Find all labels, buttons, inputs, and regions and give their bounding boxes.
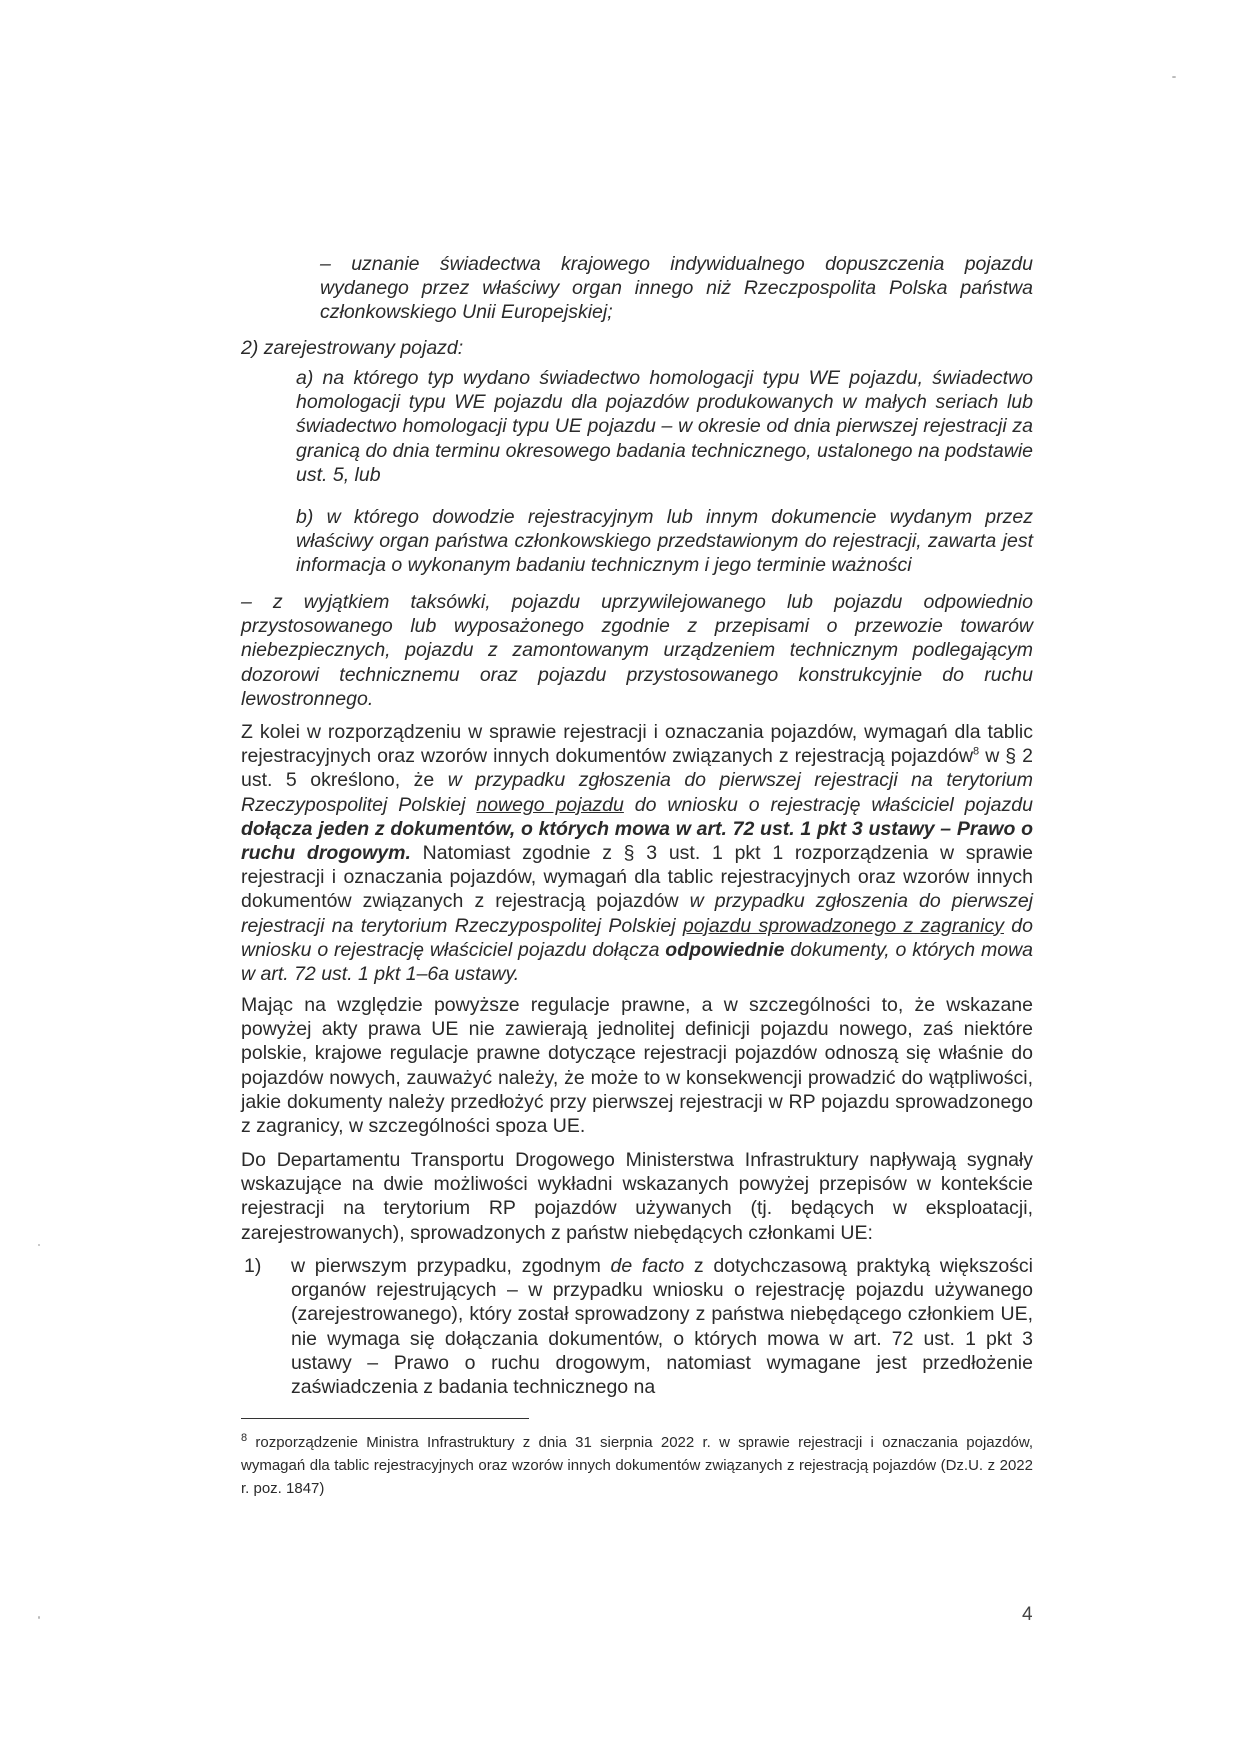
item-2a-text: a) na którego typ wydano świadectwo homologacji typu WE pojazdu, świadectwo homologacji typu WE pojazdu dla pojazdów produkowanych w małych seriach lub świadectwo homologacji typu UE pojazdu – w okresie od dnia pierwszej rejestracji za granicą do dnia terminu okresowego badania technicznego, ustalonego na podstawie ust. 5, lub [296,367,1033,486]
list-item-2a [296,366,1033,487]
footnote-separator [241,1418,529,1419]
footnote-body: rozporządzenie Ministra Infrastruktury z dnia 31 sierpnia 2022 r. w sprawie rejestracji i oznaczania pojazdów, wymagań dla tablic rejestracyjnych oraz wzorów innych dokumentów związanych z rejestracją pojazdów (Dz.U. z 2022 r. poz. 1847) [241,1434,1033,1497]
p1-text-2: w § 2 ust. 5 określono, że [241,745,1033,792]
p1-italic-4: do wniosku o rejestrację właściciel pojazdu dołącza [241,914,1033,961]
paragraph-3: Do Departamentu Transportu Drogowego Ministerstwa Infrastruktury napływają sygnały wskazujące na dwie możliwości wykładni wskazanych powyżej przepisów w kontekście rejestracji na terytorium RP pojazdów używanych (tj. będących w eksploatacji, zarejestrowanych), sprowadzonych z państw niebędących członkami UE: [241,1149,1033,1244]
list-item-2b [296,505,1033,578]
scan-speck [1172,76,1176,78]
paragraph-2: Mając na względzie powyższe regulacje prawne, a w szczególności to, że wskazane powyżej akty prawa UE nie zawierają jednolitej definicji pojazdu nowego, zaś niektóre polskie, krajowe regulacje prawne dotyczące rejestracji pojazdów odnoszą się właśnie do pojazdów nowych, zauważyć należy, że może to w konsekwencji prowadzić do wątpliwości, jakie dokumenty należy przedłożyć przy pierwszej rejestracji w RP pojazdu sprowadzonego z zagranicy, w szczególności spoza UE. [241,994,1033,1138]
page-number: 4 [1022,1604,1033,1625]
quote-text: – uznanie świadectwa krajowego indywidualnego dopuszczenia pojazdu wydanego przez właściwy organ innego niż Rzeczpospolita Polska państwa członkowskiego Unii Europejskiej; [320,253,1033,324]
underlined-imported-vehicle: pojazdu sprowadzonego z zagranicy [682,914,1004,937]
list-item-number: 1) [244,1255,262,1277]
p1-italic-3a: w przypadku zgłoszenia do pierwszej rejestracji na terytorium Rzeczypospolitej Polskiej [241,890,1033,937]
p1-text-1: Z kolei w rozporządzeniu w sprawie rejestracji i oznaczania pojazdów, wymagań dla tablic rejestracyjnych oraz wzorów innych dokumentów związanych z rejestracją pojazdów [241,721,1033,768]
list1-text-1: w pierwszym przypadku, zgodnym [291,1255,611,1277]
p1-text-3: Natomiast zgodnie z § 3 ust. 1 pkt 1 rozporządzenia w sprawie rejestracji i oznaczania pojazdów, wymagań dla tablic rejestracyjnych oraz wzorów innych dokumentów związanych z rejestracją pojazdów [241,842,1033,913]
exception-text: – z wyjątkiem taksówki, pojazdu uprzywilejowanego lub pojazdu odpowiednio przystosowanego lub wyposażonego zgodnie z przepisami o przewozie towarów niebezpiecznych, pojazdu z zamontowanym urządzeniem technicznym podlegającym dozorowi technicznemu oraz pojazdu przystosowanego konstrukcyjnie do ruchu lewostronnego. [241,591,1033,710]
quoted-provision-dash-item [320,252,1033,325]
paragraph-1 [241,720,1033,986]
exception-clause [241,590,1033,711]
footnote-reference: 8 [973,745,980,758]
numbered-list-item-1 [244,1254,1034,1399]
list-item-2-heading [241,336,1033,360]
list1-text-2: z dotychczasową praktyką większości organów rejestrujących – w przypadku wniosku o rejestrację pojazdu używanego (zarejestrowanego), który został sprowadzony z państwa niebędącego członkiem UE, nie wymaga się dołączania dokumentów, o których mowa w art. 72 ust. 1 pkt 3 ustawy – Prawo o ruchu drogowym, natomiast wymagane jest przedłożenie zaświadczenia z badania technicznego na [291,1255,1034,1399]
paragraph-regulation [241,720,1033,986]
list-item-1-text [291,1254,1033,1399]
item-2-text: 2) zarejestrowany pojazd: [241,337,464,359]
p1-italic-5: dokumenty, o których mowa w art. 72 ust. 1 pkt 1–6a ustawy. [241,938,1033,986]
p1-bold-1: dołącza jeden z dokumentów, o których mowa w art. 72 ust. 1 pkt 3 ustawy – Prawo o ruchu drogowym. [241,817,1033,865]
p1-bold-2: odpowiednie [665,938,785,961]
item-2b-text: b) w którego dowodzie rejestracyjnym lub innym dokumencie wydanym przez właściwy organ państwa członkowskiego przedstawionym do rejestracji, zawarta jest informacja o wykonanym badaniu technicznym i jego terminie ważności [296,506,1033,577]
paragraph-considerations [241,993,1033,1138]
list1-italic: de facto [610,1255,685,1277]
p1-italic-2: do wniosku o rejestrację właściciel pojazdu [623,793,1033,816]
scan-speck [38,1244,40,1246]
footnote-text [241,1431,1033,1500]
paragraph-signals [241,1148,1033,1245]
p1-italic-1a: w przypadku zgłoszenia do pierwszej rejestracji na terytorium Rzeczypospolitej Polskiej [241,769,1034,816]
footnote [241,1431,1033,1500]
footnote-marker: 8 [241,1432,248,1444]
underlined-new-vehicle: nowego pojazdu [476,793,624,816]
scan-speck [38,1616,40,1619]
